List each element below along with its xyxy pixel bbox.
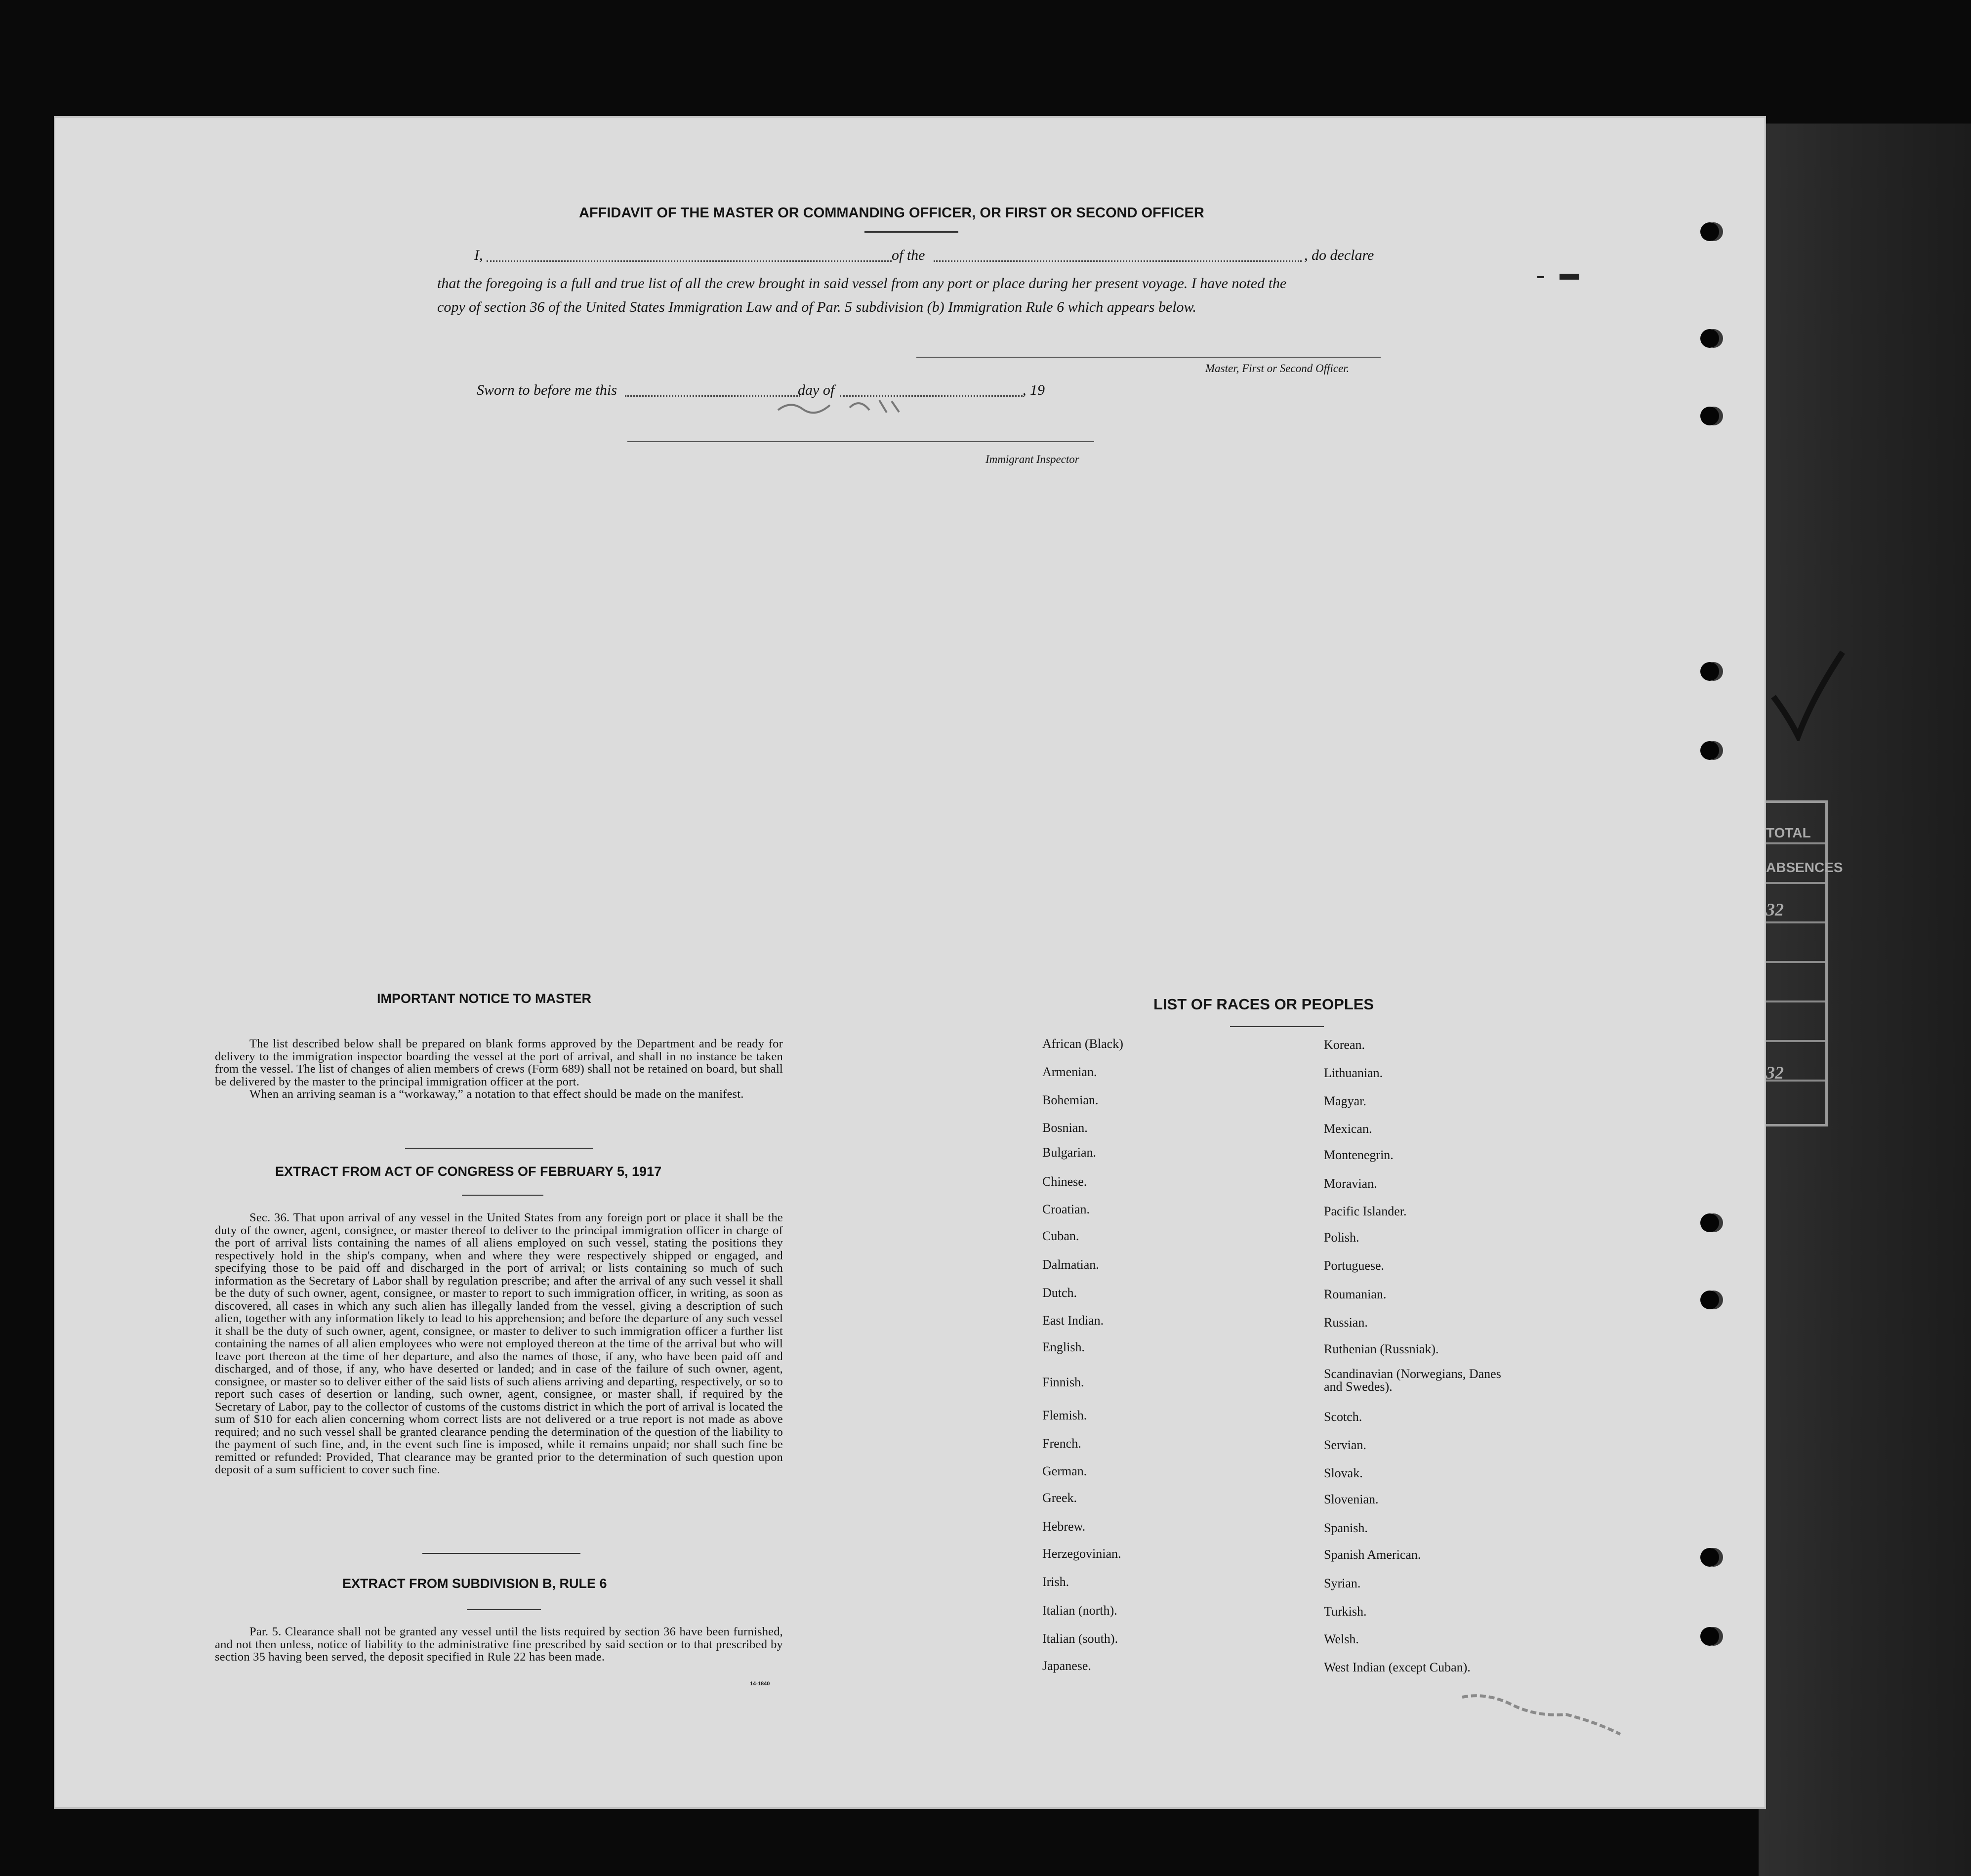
back-header-absences: ABSENCES (1766, 860, 1843, 875)
affidavit-line3: copy of section 36 of the United States Immigration Law and of Par. 5 subdivision (b) Immigration Rule 6 which appears below. (437, 299, 1196, 315)
race-item: Syrian. (1324, 1576, 1361, 1590)
race-item: Spanish. (1324, 1521, 1368, 1535)
race-item: Flemish. (1042, 1408, 1087, 1422)
sworn-prefix: Sworn to before me this (477, 382, 617, 398)
race-item: Finnish. (1042, 1375, 1084, 1389)
race-item: Moravian. (1324, 1176, 1377, 1191)
race-item: Japanese. (1042, 1659, 1091, 1673)
race-item: Slovenian. (1324, 1492, 1379, 1506)
signature-label: Master, First or Second Officer. (1205, 362, 1350, 375)
race-item: Roumanian. (1324, 1287, 1387, 1301)
punch-hole (1700, 662, 1719, 681)
race-item: West Indian (except Cuban). (1324, 1660, 1471, 1674)
divider (422, 1553, 580, 1554)
affidavit-title: AFFIDAVIT OF THE MASTER OR COMMANDING OFFICER, OR FIRST OR SECOND OFFICER (579, 205, 1204, 221)
back-page-table (1761, 800, 1843, 1126)
race-item: Italian (north). (1042, 1603, 1117, 1618)
punch-hole (1700, 222, 1719, 241)
extract-act-body (215, 1211, 783, 1476)
race-item: English. (1042, 1340, 1085, 1354)
race-item: Bosnian. (1042, 1121, 1088, 1135)
inspector-label: Immigrant Inspector (986, 453, 1079, 465)
notice-body (215, 1038, 783, 1101)
notice-para2: When an arriving seaman is a “workaway,” a notation to that effect should be made on the manifest. (249, 1087, 744, 1101)
punch-hole (1700, 1291, 1719, 1309)
back-header-total: TOTAL (1766, 825, 1811, 840)
race-item: Servian. (1324, 1438, 1366, 1452)
sworn-day: day of (798, 382, 835, 398)
race-item: French. (1042, 1436, 1081, 1451)
race-item: Lithuanian. (1324, 1066, 1383, 1080)
day-blank[interactable] (625, 395, 800, 397)
race-item: Italian (south). (1042, 1631, 1118, 1646)
race-item: Portuguese. (1324, 1258, 1385, 1273)
race-item: Montenegrin. (1324, 1148, 1394, 1162)
divider (405, 1148, 593, 1149)
signature-line[interactable] (916, 357, 1381, 358)
race-item: Korean. (1324, 1038, 1365, 1052)
affidavit-line1-prefix: I, (474, 247, 483, 263)
affidavit-line1-mid: of the (892, 247, 925, 263)
stray-ink-icon (1457, 1687, 1655, 1747)
race-item: Slovak. (1324, 1466, 1363, 1480)
race-item: Spanish American. (1324, 1547, 1421, 1562)
race-item: Turkish. (1324, 1604, 1367, 1619)
back-value-2: 32 (1766, 1063, 1784, 1083)
race-item: African (Black) (1042, 1037, 1123, 1051)
race-item: Herzegovinian. (1042, 1546, 1121, 1561)
race-item: Welsh. (1324, 1632, 1359, 1646)
punch-hole (1700, 1548, 1719, 1567)
race-item: East Indian. (1042, 1313, 1104, 1328)
race-item: Armenian. (1042, 1065, 1097, 1079)
race-item: Greek. (1042, 1491, 1077, 1505)
race-item: Hebrew. (1042, 1519, 1086, 1534)
divider (462, 1195, 543, 1196)
divider (864, 231, 958, 233)
race-item: Mexican. (1324, 1122, 1372, 1136)
race-item: Bulgarian. (1042, 1145, 1097, 1160)
punch-hole (1700, 407, 1719, 425)
handwritten-scribble-icon (776, 390, 914, 420)
inspector-signature-line[interactable] (627, 441, 1094, 442)
affidavit-line2: that the foregoing is a full and true list of all the crew brought in said vessel from any port or place during her present voyage. I have noted the (437, 275, 1287, 292)
race-item: German. (1042, 1464, 1087, 1478)
race-item: Croatian. (1042, 1202, 1090, 1216)
race-item: Dutch. (1042, 1286, 1077, 1300)
ink-mark-icon (1537, 274, 1579, 281)
check-mark-icon (1768, 642, 1848, 741)
race-item: Scotch. (1324, 1410, 1362, 1424)
races-title: LIST OF RACES OR PEOPLES (1153, 996, 1374, 1013)
extract-act-text: Sec. 36. That upon arrival of any vessel in the United States from any foreign port or place it shall be the duty of the owner, agent, consignee, or master thereof to deliver to the principal immigration officer in charge of the port of arrival lists containing the names of all aliens employed on such vessel, stating the positions they respectively hold in the ship's company, when and where they were respectively shipped or engaged, and specifying those to be paid off and discharged in the port of arrival; or lists containing so much of such information as the Secretary of Labor shall by regulation prescribe; and after the arrival of any such vessel it shall be the duty of such owner, agent, consignee, or master to report to such immigration officer, in writing, as soon as discovered, all cases in which any such alien has illegally landed from the vessel, giving a description of such alien, together with any information likely to lead to his apprehension; and before the departure of any such vessel it shall be the duty of such owner, agent, consignee, or master to deliver to such immigration officer a further list containing the names of all alien employees who were not employed thereon at the time of the arrival but who will leave port thereon at the time of her departure, and also the names of those, if any, who have been paid off and discharged, and of those, if any, who have deserted or landed; and in case of the failure of such owner, agent, consignee, or master so to deliver either of the said lists of such aliens arriving and departing, respectively, or so to report such cases of desertion or landing, such owner, agent, consignee, or master shall, if required by the Secretary of Labor, pay to the collector of customs of the customs district in which the port of arrival is located the sum of $10 for each alien concerning whom correct lists are not delivered or a true report is not made as above required; and no such vessel shall be granted clearance pending the determination of the question of the liability to the payment of such fine, and, in the event such fine is imposed, while it remains unpaid; nor shall such fine be remitted or refunded: Provided, That clearance may be granted prior to the determination of such question upon deposit of a sum sufficient to cover such fine. (215, 1211, 783, 1476)
name-blank[interactable] (487, 260, 892, 262)
race-item: Irish. (1042, 1575, 1069, 1589)
form-sheet (55, 118, 1765, 1807)
affidavit-line1-suffix: , do declare (1304, 247, 1374, 263)
race-item: Pacific Islander. (1324, 1204, 1407, 1218)
back-value-1: 32 (1766, 900, 1784, 919)
divider (1230, 1026, 1324, 1027)
extract-rule-text: Par. 5. Clearance shall not be granted any vessel until the lists required by section 36 have been furnished, and not then unless, notice of liability to the administrative fine prescribed by said section or to that prescribed by section 35 having been served, the deposit specified in Rule 22 has been made. (215, 1625, 783, 1664)
sworn-year: , 19 (1023, 382, 1045, 398)
punch-hole (1700, 329, 1719, 348)
notice-title: IMPORTANT NOTICE TO MASTER (377, 991, 591, 1006)
extract-rule-body (215, 1626, 783, 1664)
race-item: Chinese. (1042, 1174, 1087, 1189)
extract-act-title: EXTRACT FROM ACT OF CONGRESS OF FEBRUARY 5, 1917 (275, 1164, 662, 1179)
race-item: Scandinavian (Norwegians, Danes and Swedes). (1324, 1367, 1501, 1394)
race-item: Russian. (1324, 1315, 1368, 1330)
race-item: Bohemian. (1042, 1093, 1099, 1107)
race-item: Ruthenian (Russniak). (1324, 1342, 1439, 1356)
vessel-blank[interactable] (934, 260, 1302, 262)
form-number: 14-1840 (750, 1681, 770, 1687)
punch-hole (1700, 741, 1719, 760)
race-item: Cuban. (1042, 1229, 1079, 1243)
punch-hole (1700, 1627, 1719, 1646)
divider (467, 1609, 541, 1610)
race-item: Magyar. (1324, 1094, 1366, 1108)
race-item: Polish. (1324, 1230, 1359, 1245)
punch-hole (1700, 1213, 1719, 1232)
race-item: Dalmatian. (1042, 1257, 1099, 1272)
extract-rule-title: EXTRACT FROM SUBDIVISION B, RULE 6 (342, 1576, 607, 1591)
notice-para1: The list described below shall be prepared on blank forms approved by the Department and be ready for delivery to the immigration inspector boarding the vessel at the port of arrival, and shall in no instance be taken from the vessel. The list of changes of alien members of crews (Form 689) shall not be retained on board, but shall be delivered by the master to the principal immigration officer at the port. (215, 1037, 783, 1088)
